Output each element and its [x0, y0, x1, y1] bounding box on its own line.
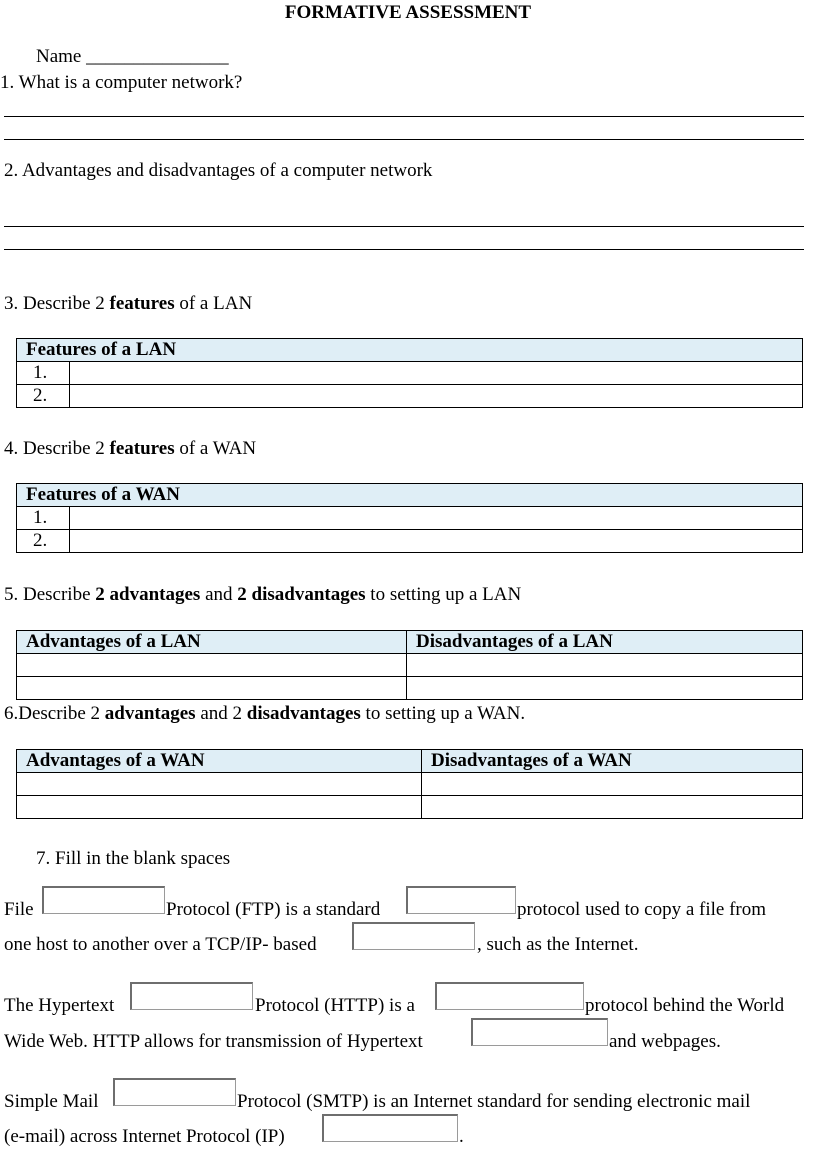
lan-adv-table: [16, 630, 803, 700]
http-text-1: The Hypertext: [4, 995, 115, 1016]
wan-features-header: Features of a WAN: [17, 484, 803, 507]
http-text-3: protocol behind the World: [585, 995, 785, 1016]
answer-cell[interactable]: [17, 796, 422, 819]
wan-disadv-header: Disadvantages of a WAN: [422, 750, 803, 773]
table-row: 1.: [17, 362, 803, 385]
wan-features-table: [16, 483, 803, 553]
http-blank-1[interactable]: [130, 982, 253, 1010]
http-blank-2[interactable]: [435, 982, 584, 1010]
question-2: 2. Advantages and disadvantages of a computer network: [4, 160, 433, 181]
http-text-5: and webpages.: [609, 1031, 721, 1052]
table-row: [17, 654, 803, 677]
smtp-blank-1[interactable]: [113, 1078, 236, 1106]
answer-cell[interactable]: [17, 677, 407, 700]
lan-features-header: Features of a LAN: [17, 339, 803, 362]
answer-cell[interactable]: [17, 654, 407, 677]
smtp-text-3: (e-mail) across Internet Protocol (IP): [4, 1126, 285, 1147]
ftp-blank-1[interactable]: [42, 886, 165, 914]
answer-cell[interactable]: [407, 654, 803, 677]
question-6: 6.Describe 2 advantages and 2 disadvantages to setting up a WAN.: [4, 703, 526, 724]
ftp-blank-3[interactable]: [352, 922, 475, 950]
answer-cell[interactable]: [70, 362, 803, 385]
name-label: Name _______________: [36, 46, 229, 67]
question-7: 7. Fill in the blank spaces: [36, 848, 231, 869]
answer-cell[interactable]: [70, 385, 803, 408]
table-row: [17, 677, 803, 700]
question-5: 5. Describe 2 advantages and 2 disadvantages to setting up a LAN: [4, 584, 522, 605]
ftp-text-5: , such as the Internet.: [477, 934, 639, 955]
table-row: 2.: [17, 385, 803, 408]
table-row: 2.: [17, 530, 803, 553]
smtp-blank-2[interactable]: [322, 1114, 458, 1142]
ftp-text-3: protocol used to copy a file from: [517, 899, 767, 920]
wan-adv-table: [16, 749, 803, 819]
answer-line-2b[interactable]: [4, 249, 804, 250]
ftp-text-1: File: [4, 899, 34, 920]
table-row: [17, 796, 803, 819]
http-blank-3[interactable]: [471, 1018, 608, 1046]
lan-disadv-header: Disadvantages of a LAN: [407, 631, 803, 654]
http-text-2: Protocol (HTTP) is a: [255, 995, 415, 1016]
ftp-blank-2[interactable]: [406, 886, 516, 914]
answer-line-1b[interactable]: [4, 139, 804, 140]
smtp-text-2: Protocol (SMTP) is an Internet standard for sending electronic mail: [237, 1091, 751, 1112]
smtp-text-1: Simple Mail: [4, 1091, 99, 1112]
ftp-text-2: Protocol (FTP) is a standard: [166, 899, 381, 920]
table-row: [17, 773, 803, 796]
lan-adv-header: Advantages of a LAN: [17, 631, 407, 654]
wan-adv-header: Advantages of a WAN: [17, 750, 422, 773]
ftp-text-4: one host to another over a TCP/IP- based: [4, 934, 317, 955]
answer-cell[interactable]: [17, 773, 422, 796]
answer-cell[interactable]: [407, 677, 803, 700]
answer-line-1a[interactable]: [4, 116, 804, 117]
answer-cell[interactable]: [422, 796, 803, 819]
http-text-4: Wide Web. HTTP allows for transmission of Hypertext: [4, 1031, 423, 1052]
lan-features-table: [16, 338, 803, 408]
answer-cell[interactable]: [70, 507, 803, 530]
answer-line-2a[interactable]: [4, 226, 804, 227]
smtp-text-4: .: [459, 1126, 464, 1147]
table-row: 1.: [17, 507, 803, 530]
question-1: 1. What is a computer network?: [0, 72, 243, 93]
page-title: FORMATIVE ASSESSMENT: [284, 2, 532, 23]
answer-cell[interactable]: [70, 530, 803, 553]
answer-cell[interactable]: [422, 773, 803, 796]
question-4: 4. Describe 2 features of a WAN: [4, 438, 257, 459]
question-3: 3. Describe 2 features of a LAN: [4, 293, 253, 314]
